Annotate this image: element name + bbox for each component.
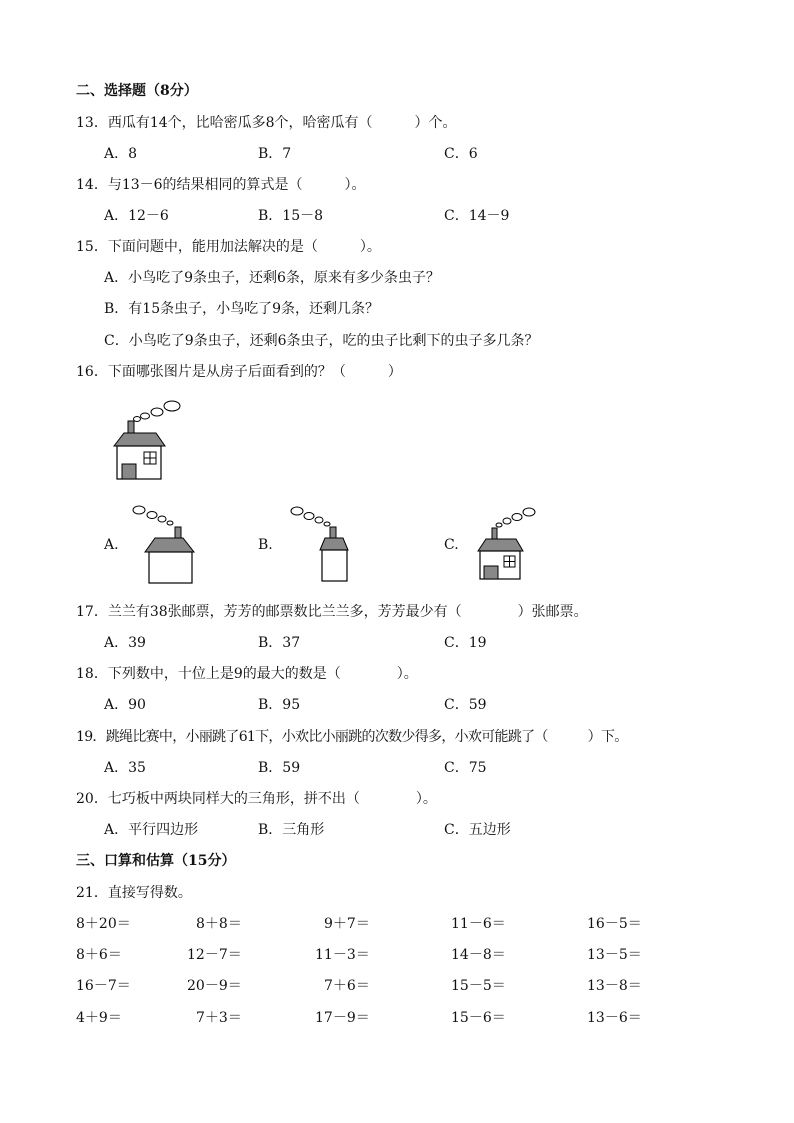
question-13: 13．西瓜有14个，比哈密瓜多8个，哈密瓜有（ ）个。: [76, 115, 457, 131]
question-14: 14．与13－6的结果相同的算式是（ ）。: [76, 177, 366, 193]
calc-item[interactable]: 8＋20＝: [76, 916, 131, 932]
q15-option-c[interactable]: C．小鸟吃了9条虫子，还剩6条虫子，吃的虫子比剩下的虫子多几条？: [104, 333, 539, 349]
calc-item[interactable]: 15－5＝: [451, 978, 506, 994]
q18-option-a[interactable]: A．90: [104, 697, 146, 713]
calc-item[interactable]: 11－6＝: [451, 916, 506, 932]
calc-item[interactable]: 14－8＝: [451, 947, 506, 963]
q16-option-a[interactable]: A.: [104, 537, 119, 553]
q19-option-b[interactable]: B．59: [258, 760, 301, 776]
calc-item[interactable]: 17－9＝: [315, 1010, 370, 1026]
calc-item[interactable]: 12－7＝: [187, 947, 242, 963]
q20-option-b[interactable]: B．三角形: [258, 822, 325, 838]
question-16: 16．下面哪张图片是从房子后面看到的？（ ）: [76, 364, 402, 380]
q19-option-c[interactable]: C．75: [444, 760, 487, 776]
q15-option-a[interactable]: A．小鸟吃了9条虫子，还剩6条，原来有多少条虫子？: [104, 270, 440, 286]
q13-option-b[interactable]: B．7: [258, 146, 292, 162]
calc-item[interactable]: 20－9＝: [187, 978, 242, 994]
q18-option-b[interactable]: B．95: [258, 697, 301, 713]
q16-option-c[interactable]: C.: [444, 537, 459, 553]
question-21: 21．直接写得数。: [76, 885, 192, 901]
q15-option-b[interactable]: B．有15条虫子，小鸟吃了9条，还剩几条？: [104, 301, 380, 317]
calc-item[interactable]: 8＋8＝: [196, 916, 242, 932]
question-15: 15．下面问题中，能用加法解决的是（ ）。: [76, 239, 381, 255]
question-17: 17．兰兰有38张邮票，芳芳的邮票数比兰兰多，芳芳最少有（ ）张邮票。: [76, 604, 588, 620]
question-20: 20．七巧板中两块同样大的三角形，拼不出（ ）。: [76, 791, 437, 807]
house-option-a-image[interactable]: [125, 505, 200, 585]
q16-option-b[interactable]: B.: [258, 537, 273, 553]
calc-item[interactable]: 13－5＝: [587, 947, 642, 963]
calc-item[interactable]: 11－3＝: [315, 947, 370, 963]
q17-option-c[interactable]: C．19: [444, 635, 487, 651]
calc-item[interactable]: 7＋3＝: [196, 1010, 242, 1026]
section-title-mental-math: 三、口算和估算（15分）: [76, 853, 236, 869]
q18-option-c[interactable]: C．59: [444, 697, 487, 713]
house-option-b-image[interactable]: [285, 505, 355, 585]
calc-item[interactable]: 15－6＝: [451, 1010, 506, 1026]
q20-option-c[interactable]: C．五边形: [444, 822, 511, 838]
calc-item[interactable]: 13－8＝: [587, 978, 642, 994]
question-19: 19．跳绳比赛中，小丽跳了61下，小欢比小丽跳的次数少得多，小欢可能跳了（ ）下。: [76, 729, 628, 745]
q13-option-a[interactable]: A．8: [104, 146, 138, 162]
house-option-c-image[interactable]: [472, 505, 542, 585]
calc-item[interactable]: 7＋6＝: [324, 978, 370, 994]
q17-option-a[interactable]: A．39: [104, 635, 146, 651]
calc-item[interactable]: 16－5＝: [587, 916, 642, 932]
q17-option-b[interactable]: B．37: [258, 635, 301, 651]
q20-option-a[interactable]: A．平行四边形: [104, 822, 199, 838]
q14-option-c[interactable]: C．14－9: [444, 208, 510, 224]
calc-item[interactable]: 8＋6＝: [76, 947, 122, 963]
calc-item[interactable]: 9＋7＝: [324, 916, 370, 932]
q14-option-b[interactable]: B．15－8: [258, 208, 324, 224]
calc-item[interactable]: 4＋9＝: [76, 1010, 122, 1026]
calc-item[interactable]: 16－7＝: [76, 978, 131, 994]
q13-option-c[interactable]: C．6: [444, 146, 478, 162]
section-title-choice: 二、选择题（8分）: [76, 83, 198, 99]
q19-option-a[interactable]: A．35: [104, 760, 146, 776]
calc-item[interactable]: 13－6＝: [587, 1010, 642, 1026]
question-18: 18．下列数中，十位上是9的最大的数是（ ）。: [76, 666, 418, 682]
house-front-view-image: [110, 398, 185, 484]
q14-option-a[interactable]: A．12－6: [104, 208, 169, 224]
